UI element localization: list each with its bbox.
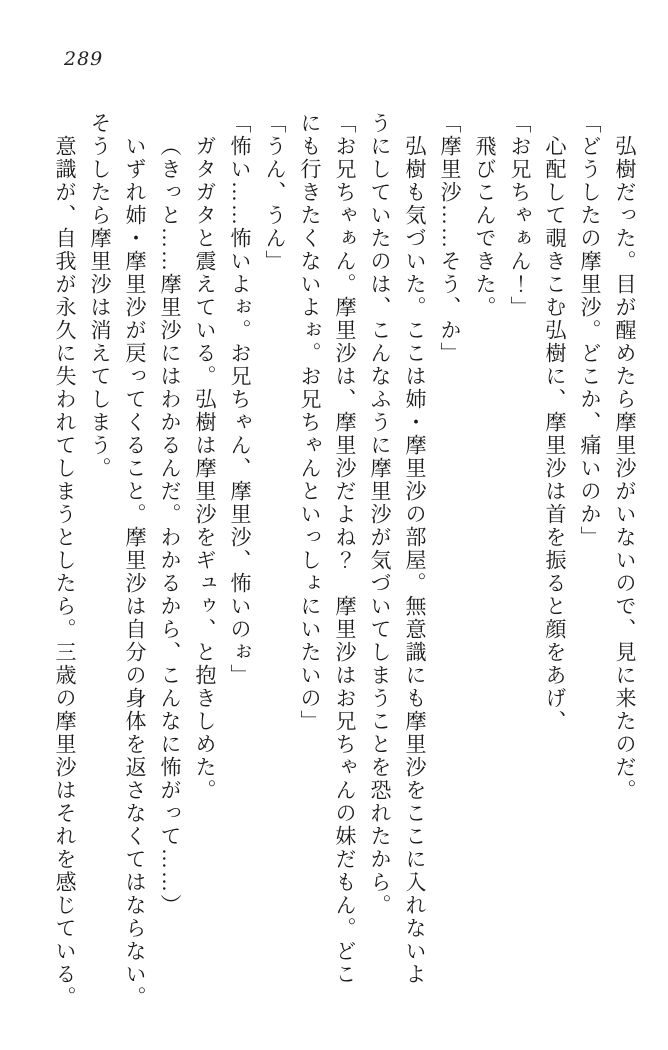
vertical-text-body [47, 112, 642, 1012]
paragraph: 「どうしたの摩里沙。どこか、痛いのか」 [578, 112, 602, 549]
paragraph: （きっと……摩里沙にはわかるんだ。わかるから、こんなに怖がって……） [158, 135, 182, 917]
paragraph: 「お兄ちゃぁん！」 [508, 112, 532, 319]
paragraph: 「うん、うん」 [263, 112, 287, 273]
paragraph: ガタガタと震えている。弘樹は摩里沙をギュゥ、と抱きしめた。 [193, 135, 217, 802]
paragraph: 飛びこんできた。 [473, 135, 497, 319]
paragraph: 「お兄ちゃぁん。摩里沙は、摩里沙だよね？ 摩里沙はお兄ちゃんの妹だもん。どこ にも行きたくないよぉ。お兄ちゃんといっしょにいたいの」 [298, 112, 357, 986]
paragraph: そうしたら摩里沙は消えてしまう。 [88, 112, 112, 480]
page-number: 289 [64, 48, 104, 70]
paragraph: いずれ姉・摩里沙が戻ってくること。摩里沙は自分の身体を返さなくてはならない。 [123, 135, 147, 1009]
paragraph: 心配して覗きこむ弘樹に、摩里沙は首を振ると顔をあげ、 [543, 135, 567, 733]
paragraph: 弘樹だった。目が醒めたら摩里沙がいないので、見に来たのだ。 [613, 135, 637, 802]
paragraph: 意識が、自我が永久に失われてしまうとしたら。三歳の摩里沙はそれを感じている。 [53, 135, 77, 1009]
paragraph: 「怖い……怖いよぉ。お兄ちゃん、摩里沙、怖いのぉ」 [228, 112, 252, 687]
paragraph: 「摩里沙……そう、か」 [438, 112, 462, 365]
paragraph: 弘樹も気づいた。ここは姉・摩里沙の部屋。無意識にも摩里沙をここに入れないよ うにしていたのは、こんなふうに摩里沙が気づいてしまうことを恐れたから。 [368, 112, 427, 986]
